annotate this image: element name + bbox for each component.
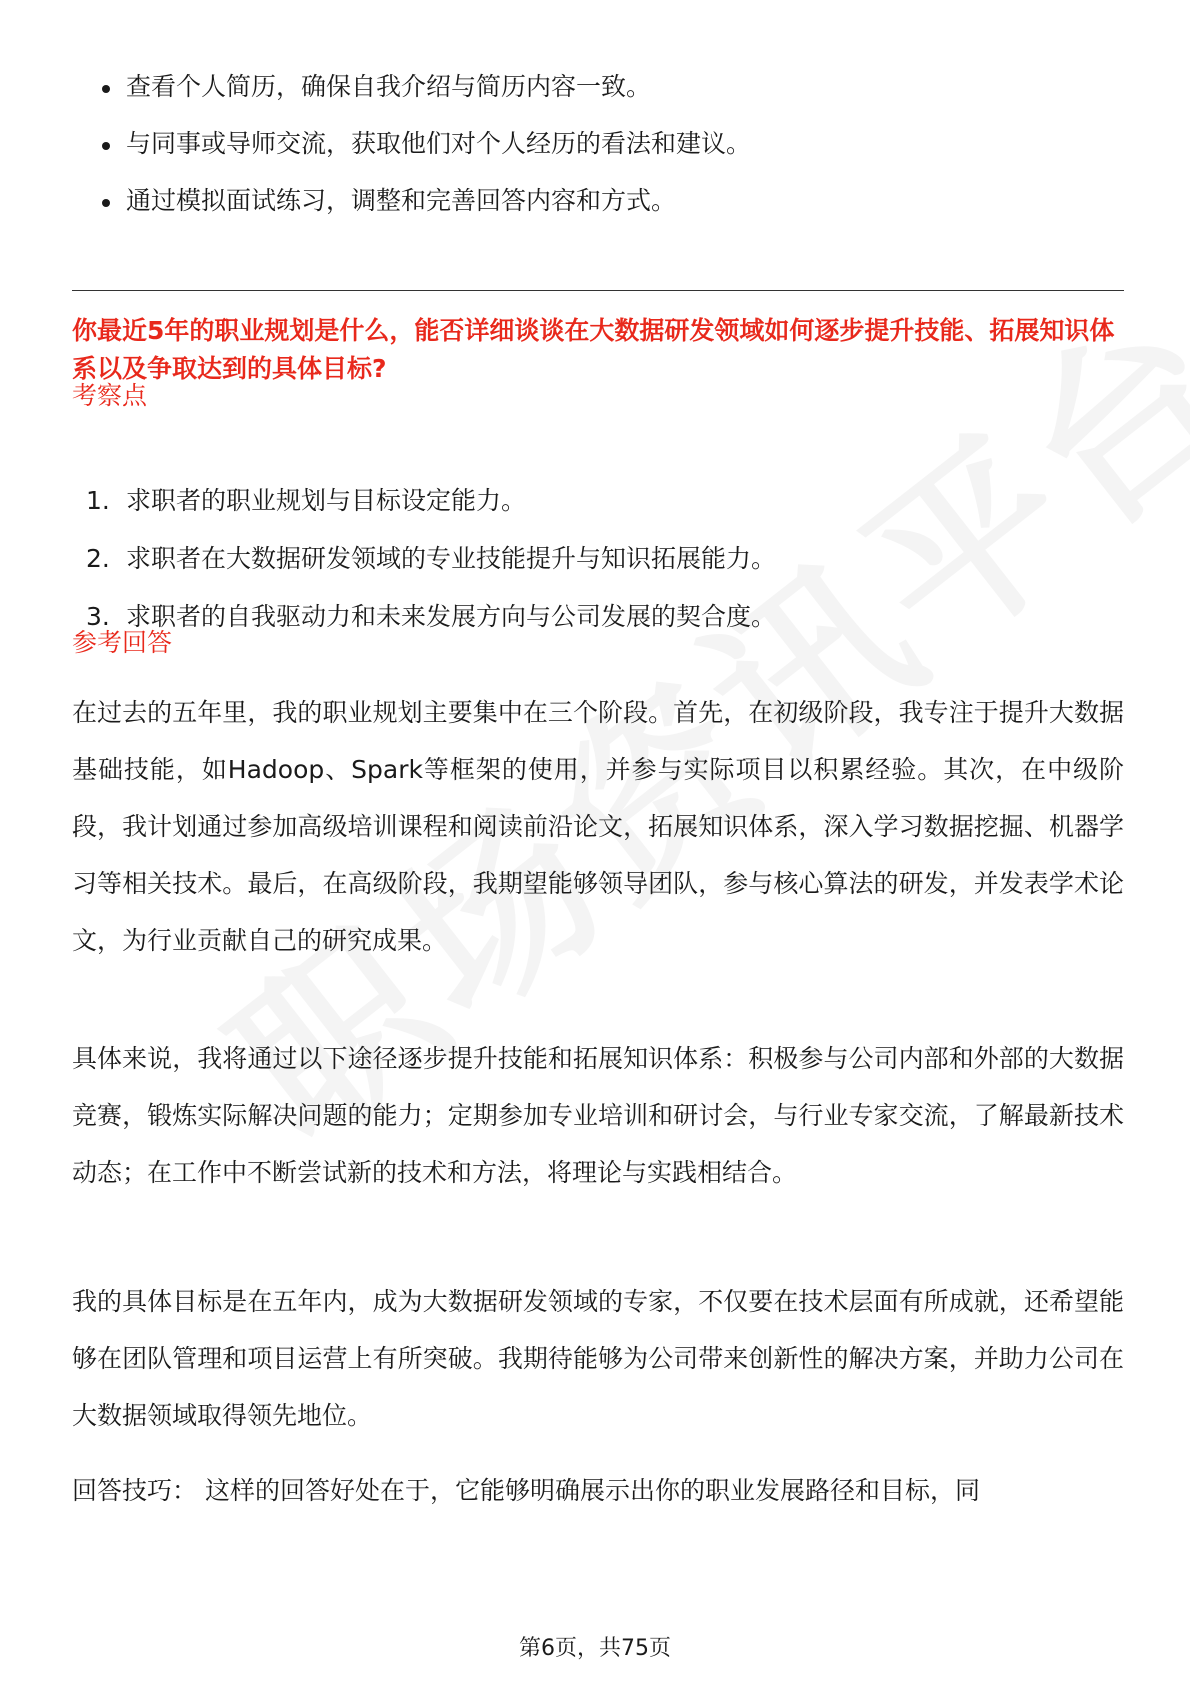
list-item-text: 与同事或导师交流，获取他们对个人经历的看法和建议。 (126, 129, 752, 158)
list-item-text: 通过模拟面试练习，调整和完善回答内容和方式。 (126, 186, 677, 215)
list-item (72, 486, 1124, 544)
answer-paragraph: 在过去的五年里，我的职业规划主要集中在三个阶段。首先，在初级阶段，我专注于提升大数据基础技能，如Hadoop、Spark等框架的使用，并参与实际项目以积累经验。其次，在中级阶段，我计划通过参加高级培训课程和阅读前沿论文，拓展知识体系，深入学习数据挖掘、机器学习等相关技术。最后，在高级阶段，我期望能够领导团队，参与核心算法的研发，并发表学术论文，为行业贡献自己的研究成果。 (72, 698, 1124, 955)
bullet-icon (102, 199, 110, 207)
section-divider (72, 290, 1124, 291)
list-item (72, 544, 1124, 602)
question-heading: 你最近5年的职业规划是什么，能否详细谈谈在大数据研发领域如何逐步提升技能、拓展知识体系以及争取达到的具体目标? (72, 316, 1115, 383)
list-number: 3. (86, 602, 110, 631)
assessment-list (72, 486, 1124, 660)
list-item-text: 查看个人简历，确保自我介绍与简历内容一致。 (126, 72, 652, 101)
list-item (72, 602, 1124, 660)
page-number: 第6页，共75页 (519, 1636, 671, 1661)
list-item-text: 求职者的职业规划与目标设定能力。 (126, 486, 527, 515)
list-item-text: 求职者在大数据研发领域的专业技能提升与知识拓展能力。 (126, 544, 777, 573)
answer-paragraph: 我的具体目标是在五年内，成为大数据研发领域的专家，不仅要在技术层面有所成就，还希望能够在团队管理和项目运营上有所突破。我期待能够为公司带来创新性的解决方案，并助力公司在大数据领域取得领先地位。 (72, 1287, 1124, 1430)
assessment-label: 考察点 (72, 381, 148, 410)
list-item (72, 186, 1124, 243)
list-item-text: 求职者的自我驱动力和未来发展方向与公司发展的契合度。 (126, 602, 777, 631)
tips-bullet-list (72, 72, 1124, 243)
list-item (72, 72, 1124, 129)
bullet-icon (102, 142, 110, 150)
bullet-icon (102, 85, 110, 93)
list-item (72, 129, 1124, 186)
answer-tips-paragraph: 回答技巧： 这样的回答好处在于，它能够明确展示出你的职业发展路径和目标，同 (72, 1476, 980, 1505)
answer-label: 参考回答 (72, 628, 173, 657)
answer-paragraph: 具体来说，我将通过以下途径逐步提升技能和拓展知识体系：积极参与公司内部和外部的大数据竞赛，锻炼实际解决问题的能力；定期参加专业培训和研讨会，与行业专家交流，了解最新技术动态；在工作中不断尝试新的技术和方法，将理论与实践相结合。 (72, 1044, 1124, 1187)
list-number: 1. (86, 486, 110, 515)
list-number: 2. (86, 544, 110, 573)
